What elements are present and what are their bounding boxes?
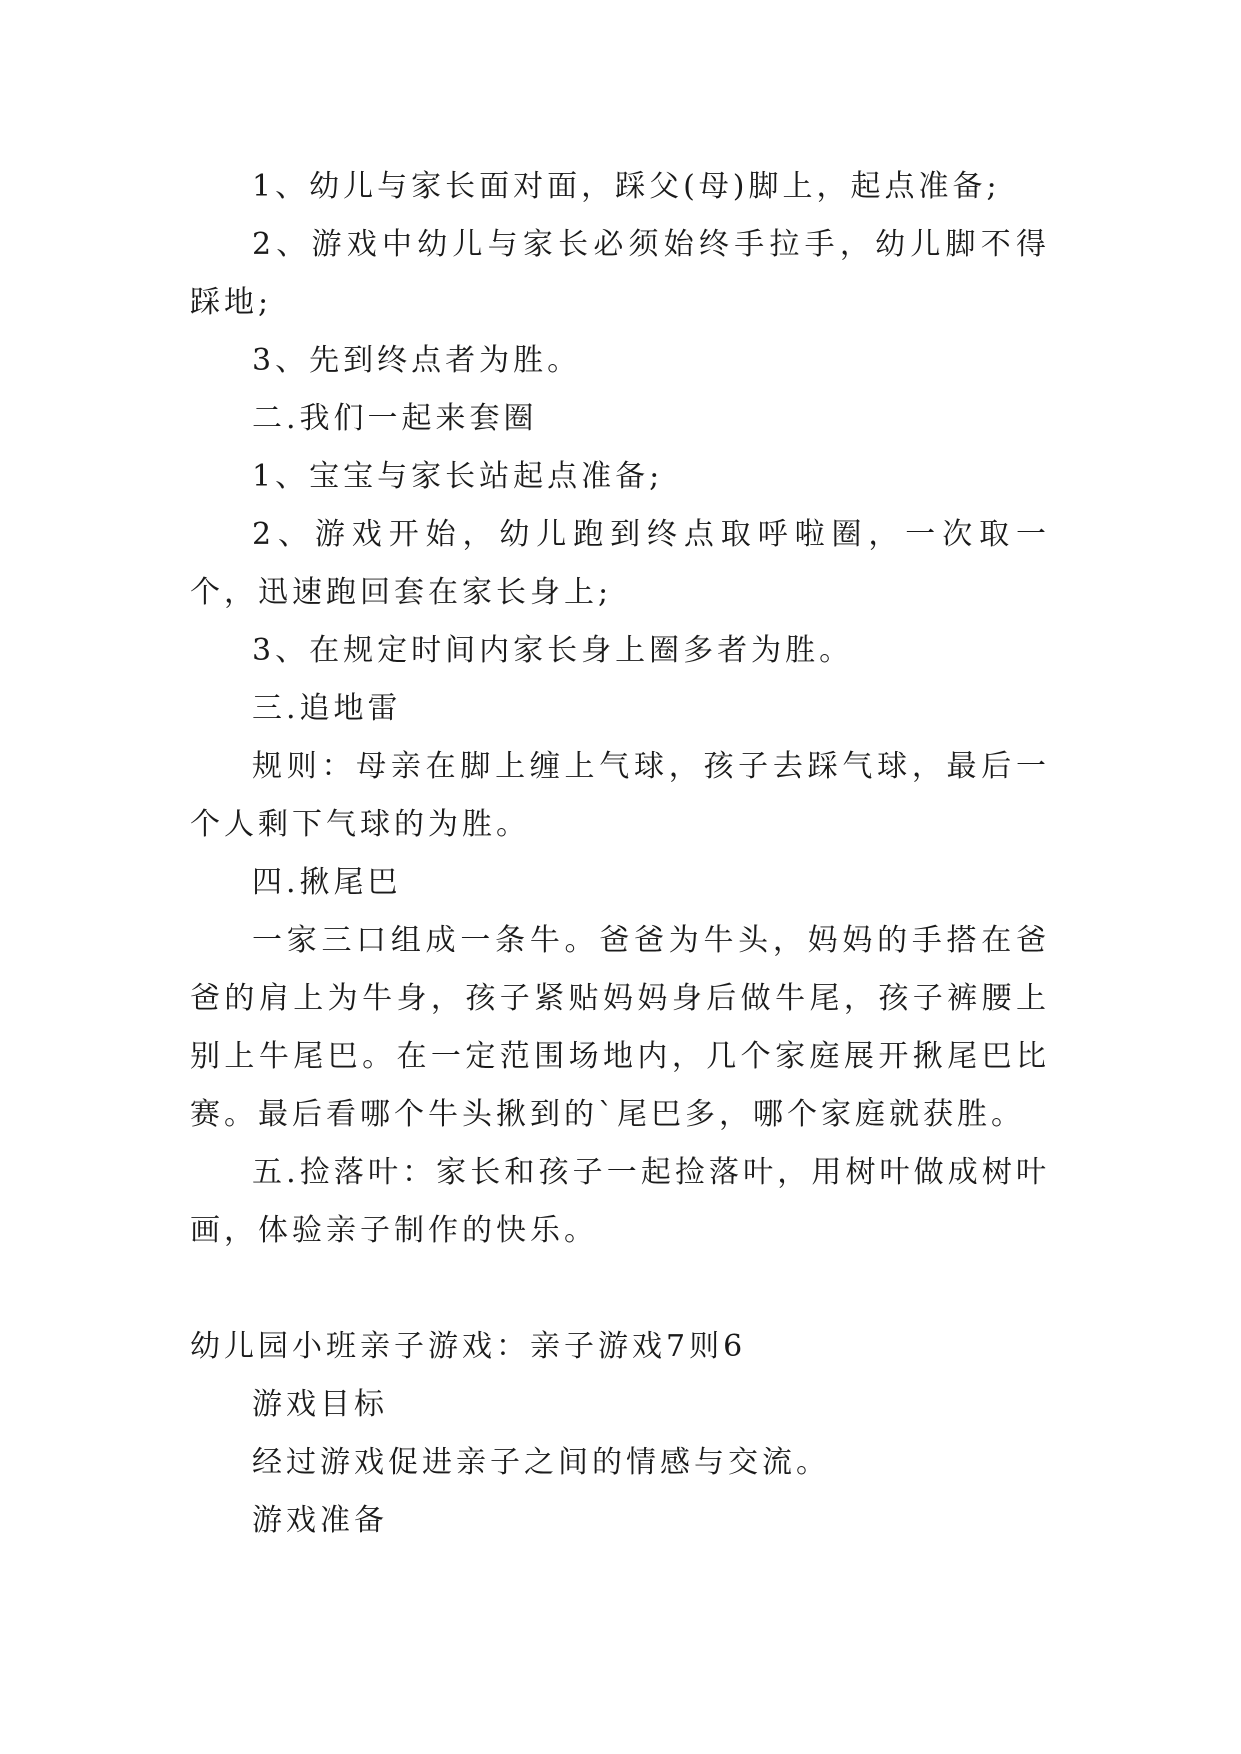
spacer (190, 1260, 1050, 1318)
paragraph: 1、宝宝与家长站起点准备; (252, 459, 664, 494)
paragraph: 五.捡落叶：家长和孩子一起捡落叶，用树叶做成树叶画，体验亲子制作的快乐。 (190, 1155, 1050, 1248)
subheading: 游戏准备 (252, 1503, 388, 1538)
section-heading: 二.我们一起来套圈 (252, 401, 538, 436)
paragraph: 1、幼儿与家长面对面，踩父(母)脚上，起点准备; (252, 169, 1001, 204)
paragraph: 3、先到终点者为胜。 (252, 343, 582, 378)
paragraph: 规则：母亲在脚上缠上气球，孩子去踩气球，最后一个人剩下气球的为胜。 (190, 749, 1050, 842)
section-heading: 三.追地雷 (252, 691, 402, 726)
section-heading: 四.揪尾巴 (252, 865, 402, 900)
subheading: 游戏目标 (252, 1387, 388, 1422)
document-body (190, 158, 1050, 1550)
paragraph: 2、游戏中幼儿与家长必须始终手拉手，幼儿脚不得踩地; (190, 227, 1050, 320)
paragraph: 2、游戏开始，幼儿跑到终点取呼啦圈，一次取一个，迅速跑回套在家长身上; (190, 517, 1050, 610)
paragraph: 一家三口组成一条牛。爸爸为牛头，妈妈的手搭在爸爸的肩上为牛身，孩子紧贴妈妈身后做牛尾，孩子裤腰上别上牛尾巴。在一定范围场地内，几个家庭展开揪尾巴比赛。最后看哪个牛头揪到的`尾巴多，哪个家庭就获胜。 (190, 923, 1050, 1132)
section-title: 幼儿园小班亲子游戏：亲子游戏7则6 (190, 1329, 747, 1364)
paragraph: 3、在规定时间内家长身上圈多者为胜。 (252, 633, 854, 668)
paragraph: 经过游戏促进亲子之间的情感与交流。 (252, 1445, 830, 1480)
